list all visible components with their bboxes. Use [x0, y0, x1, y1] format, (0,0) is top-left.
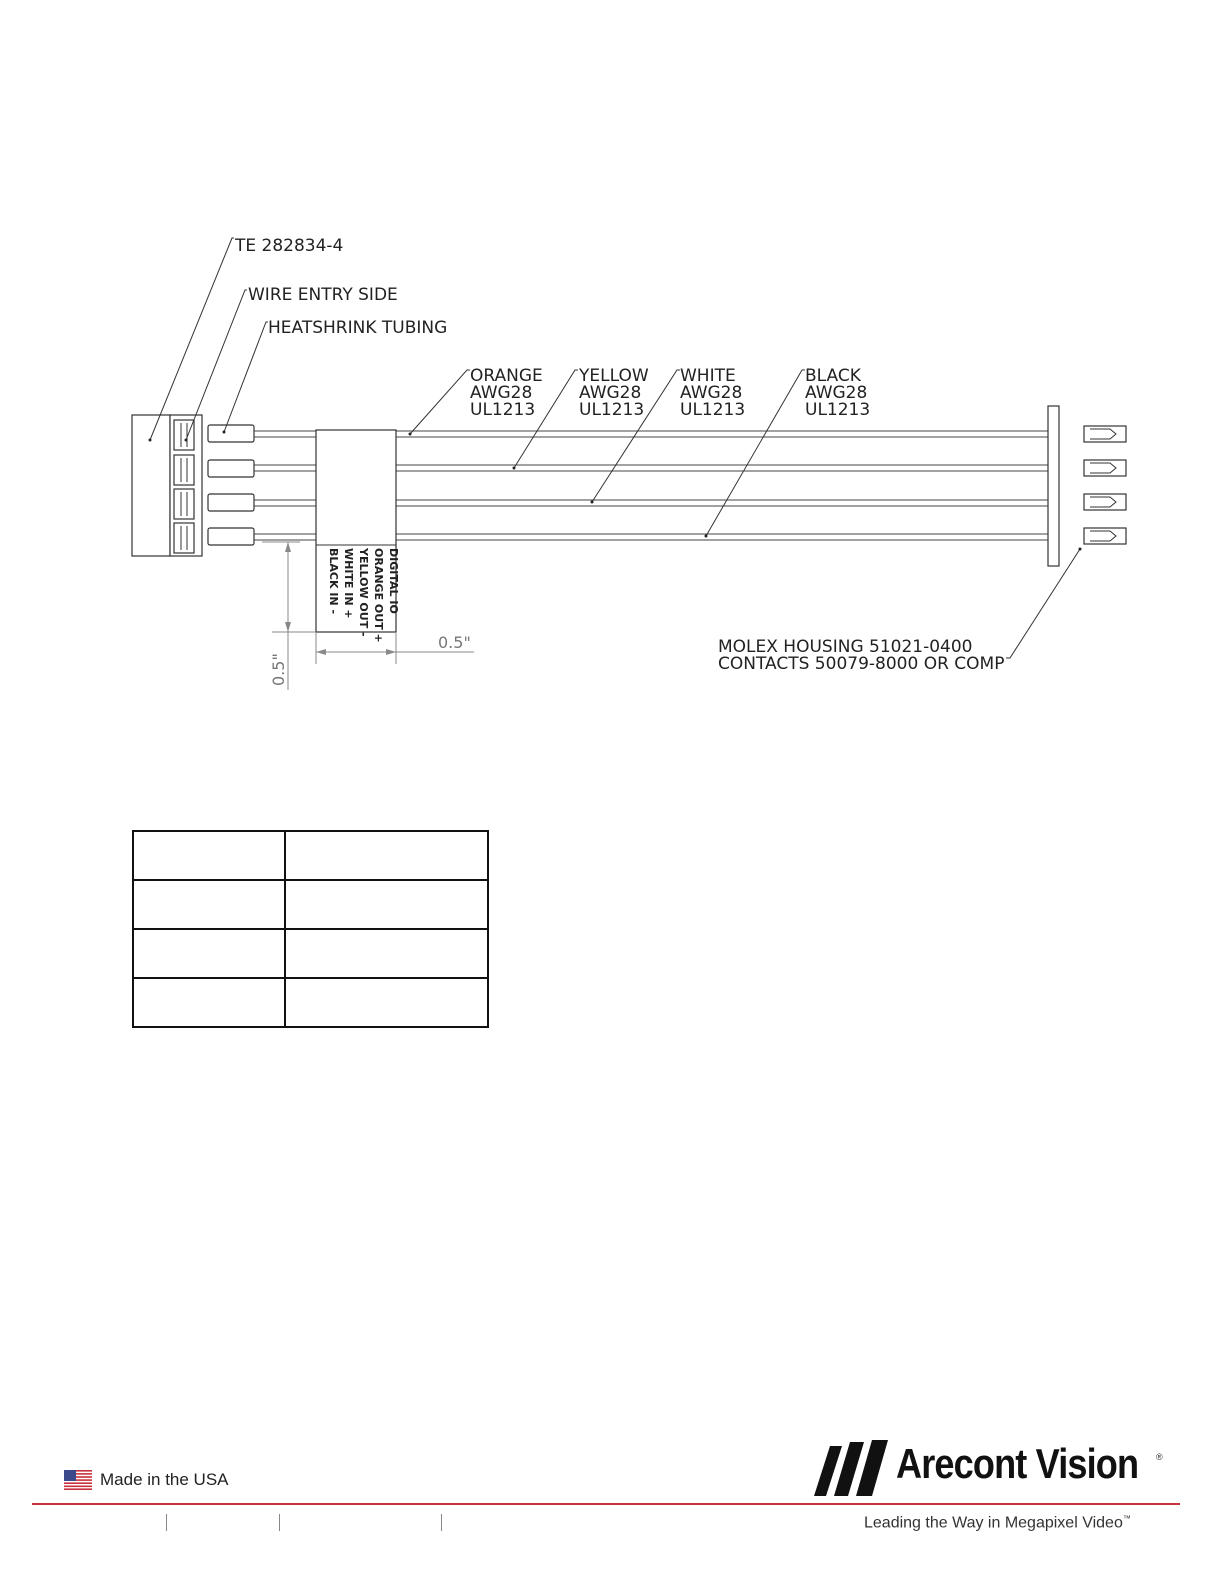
svg-text:AWG28: AWG28 — [680, 383, 743, 403]
arecont-logo-icon — [812, 1438, 892, 1498]
table-row — [133, 831, 488, 880]
heatshrink-label: HEATSHRINK TUBING — [268, 318, 448, 338]
footer-divider — [32, 1503, 1180, 1505]
table-row — [133, 880, 488, 929]
dimension-horizontal-value: 0.5" — [438, 633, 471, 652]
registered-mark: ® — [1156, 1452, 1163, 1462]
molex-housing — [1048, 406, 1059, 566]
molex-contacts — [1084, 426, 1126, 544]
svg-text:YELLOW: YELLOW — [579, 366, 649, 386]
heatshrink-tubes — [208, 425, 254, 545]
wire-entry-label: WIRE ENTRY SIDE — [248, 285, 398, 305]
brand-name: Arecont Vision — [896, 1440, 1139, 1487]
table-row — [133, 929, 488, 978]
table-cell — [285, 929, 488, 978]
tagline-text: Leading the Way in Megapixel Video — [864, 1514, 1123, 1532]
wire-spec-white — [680, 366, 745, 420]
table-cell — [285, 880, 488, 929]
footer-separator — [441, 1514, 442, 1531]
svg-text:UL1213: UL1213 — [470, 400, 536, 420]
label-line-4: WHITE IN + — [342, 548, 355, 619]
label-line-2: ORANGE OUT + — [372, 548, 385, 643]
table-cell — [133, 978, 285, 1027]
us-flag-icon — [64, 1470, 92, 1490]
table-cell — [285, 978, 488, 1027]
table-cell — [285, 831, 488, 880]
svg-text:WHITE: WHITE — [680, 366, 736, 386]
svg-text:UL1213: UL1213 — [805, 400, 871, 420]
table-cell — [133, 880, 285, 929]
svg-text:BLACK: BLACK — [805, 366, 861, 386]
cable-assembly-diagram — [0, 0, 1224, 760]
svg-text:AWG28: AWG28 — [470, 383, 533, 403]
dimension-vertical-value: 0.5" — [269, 653, 288, 686]
footer-separator — [279, 1514, 280, 1531]
label-line-3: YELLOW OUT - — [357, 548, 370, 637]
table-cell — [133, 831, 285, 880]
svg-text:AWG28: AWG28 — [579, 383, 642, 403]
label-line-5: BLACK IN - — [327, 548, 340, 615]
molex-housing-label: MOLEX HOUSING 51021-0400 — [718, 637, 973, 657]
table-cell — [133, 929, 285, 978]
wire-spec-black — [805, 366, 870, 420]
dimension-vertical — [262, 542, 316, 690]
label-line-1: DIGITAL IO — [387, 548, 400, 614]
trademark-mark: ™ — [1122, 1514, 1131, 1523]
svg-text:ORANGE: ORANGE — [470, 366, 543, 386]
svg-text:AWG28: AWG28 — [805, 383, 868, 403]
made-in-usa-text: Made in the USA — [100, 1470, 229, 1489]
dimension-horizontal — [316, 632, 474, 664]
wire-spec-orange — [470, 366, 543, 420]
pinout-table — [132, 830, 489, 1028]
terminal-block-body — [132, 415, 170, 556]
tagline — [864, 1514, 1131, 1532]
connector-part-label: TE 282834-4 — [235, 236, 344, 256]
svg-text:UL1213: UL1213 — [680, 400, 746, 420]
footer-separator — [166, 1514, 167, 1531]
svg-text:UL1213: UL1213 — [579, 400, 645, 420]
molex-contacts-label: CONTACTS 50079-8000 OR COMP — [718, 654, 1005, 674]
table-row — [133, 978, 488, 1027]
wire-spec-yellow — [578, 366, 649, 420]
